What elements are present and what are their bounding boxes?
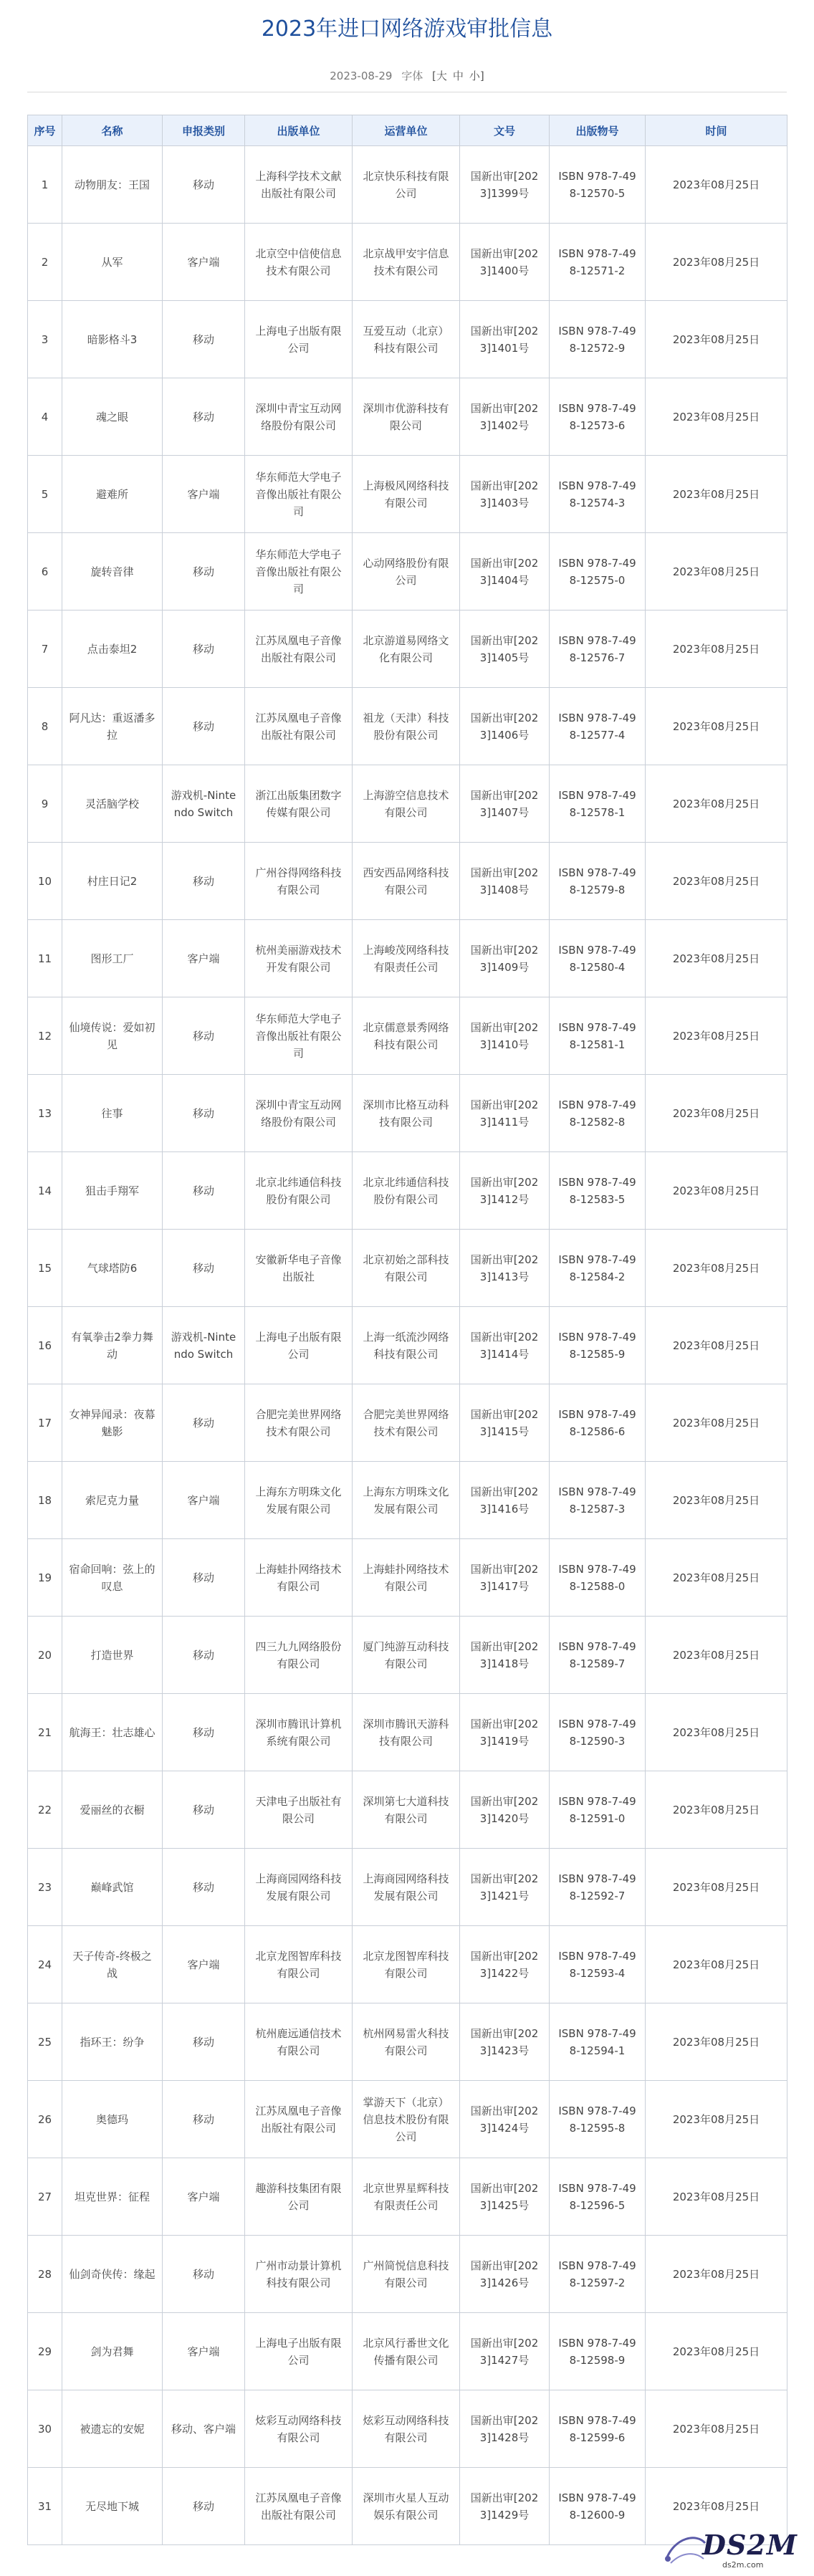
table-row [28, 2390, 787, 2468]
cell-category: 移动 [163, 146, 245, 224]
cell-name: 宿命回响：弦上的叹息 [62, 1539, 163, 1617]
cell-isbn: ISBN 978-7-498-12580-4 [550, 920, 646, 997]
table-header-row [28, 115, 787, 146]
cell-isbn: ISBN 978-7-498-12589-7 [550, 1617, 646, 1694]
cell-isbn: ISBN 978-7-498-12598-9 [550, 2313, 646, 2390]
cell-category: 移动、客户端 [163, 2390, 245, 2468]
cell-name: 女神异闻录：夜幕魅影 [62, 1384, 163, 1462]
cell-date: 2023年08月25日 [646, 456, 787, 533]
cell-operator: 深圳市优游科技有限公司 [353, 378, 460, 456]
cell-publisher: 上海蛙扑网络技术有限公司 [245, 1539, 353, 1617]
cell-isbn: ISBN 978-7-498-12581-1 [550, 997, 646, 1075]
cell-category: 移动 [163, 1384, 245, 1462]
cell-seq: 30 [28, 2390, 62, 2468]
cell-isbn: ISBN 978-7-498-12592-7 [550, 1849, 646, 1926]
cell-name: 仙境传说：爱如初见 [62, 997, 163, 1075]
table-row [28, 1926, 787, 2003]
cell-publisher: 安徽新华电子音像出版社 [245, 1230, 353, 1307]
cell-operator: 心动网络股份有限公司 [353, 533, 460, 611]
cell-date: 2023年08月25日 [646, 301, 787, 378]
cell-name: 旋转音律 [62, 533, 163, 611]
cell-name: 爱丽丝的衣橱 [62, 1771, 163, 1849]
cell-isbn: ISBN 978-7-498-12578-1 [550, 765, 646, 843]
cell-name: 剑为君舞 [62, 2313, 163, 2390]
table-row [28, 1849, 787, 1926]
cell-date: 2023年08月25日 [646, 1152, 787, 1230]
table-row [28, 1307, 787, 1384]
column-header-approval-no: 文号 [460, 115, 550, 146]
cell-date: 2023年08月25日 [646, 533, 787, 611]
cell-category: 客户端 [163, 1926, 245, 2003]
cell-category: 移动 [163, 378, 245, 456]
cell-date: 2023年08月25日 [646, 1230, 787, 1307]
cell-isbn: ISBN 978-7-498-12576-7 [550, 611, 646, 688]
cell-date: 2023年08月25日 [646, 997, 787, 1075]
cell-isbn: ISBN 978-7-498-12591-0 [550, 1771, 646, 1849]
cell-operator: 西安西品网络科技有限公司 [353, 843, 460, 920]
cell-seq: 11 [28, 920, 62, 997]
cell-publisher: 浙江出版集团数字传媒有限公司 [245, 765, 353, 843]
column-header-date: 时间 [646, 115, 787, 146]
cell-operator: 深圳市腾讯天游科技有限公司 [353, 1694, 460, 1771]
cell-operator: 互爱互动（北京）科技有限公司 [353, 301, 460, 378]
cell-publisher: 北京龙图智库科技有限公司 [245, 1926, 353, 2003]
cell-operator: 祖龙（天津）科技股份有限公司 [353, 688, 460, 765]
cell-name: 灵活脑学校 [62, 765, 163, 843]
cell-date: 2023年08月25日 [646, 1849, 787, 1926]
cell-name: 坦克世界：征程 [62, 2158, 163, 2236]
cell-date: 2023年08月25日 [646, 1617, 787, 1694]
cell-date: 2023年08月25日 [646, 1075, 787, 1152]
cell-name: 从军 [62, 224, 163, 301]
cell-operator: 北京北纬通信科技股份有限公司 [353, 1152, 460, 1230]
font-size-medium[interactable]: 中 [452, 70, 464, 82]
cell-approval-no: 国新出审[2023]1407号 [460, 765, 550, 843]
cell-operator: 北京初始之部科技有限公司 [353, 1230, 460, 1307]
cell-name: 无尽地下城 [62, 2468, 163, 2545]
cell-seq: 27 [28, 2158, 62, 2236]
cell-date: 2023年08月25日 [646, 378, 787, 456]
cell-isbn: ISBN 978-7-498-12584-2 [550, 1230, 646, 1307]
cell-date: 2023年08月25日 [646, 843, 787, 920]
cell-approval-no: 国新出审[2023]1405号 [460, 611, 550, 688]
font-size-small[interactable]: 小] [469, 70, 484, 82]
cell-seq: 26 [28, 2081, 62, 2158]
column-header-seq: 序号 [28, 115, 62, 146]
cell-operator: 北京世界星辉科技有限责任公司 [353, 2158, 460, 2236]
cell-approval-no: 国新出审[2023]1416号 [460, 1462, 550, 1539]
cell-seq: 19 [28, 1539, 62, 1617]
cell-approval-no: 国新出审[2023]1409号 [460, 920, 550, 997]
table-row [28, 1617, 787, 1694]
table-row [28, 2313, 787, 2390]
cell-approval-no: 国新出审[2023]1424号 [460, 2081, 550, 2158]
cell-name: 打造世界 [62, 1617, 163, 1694]
table-row [28, 1384, 787, 1462]
cell-seq: 14 [28, 1152, 62, 1230]
cell-publisher: 广州市动景计算机科技有限公司 [245, 2236, 353, 2313]
cell-name: 被遗忘的安妮 [62, 2390, 163, 2468]
cell-isbn: ISBN 978-7-498-12572-9 [550, 301, 646, 378]
cell-approval-no: 国新出审[2023]1423号 [460, 2003, 550, 2081]
cell-approval-no: 国新出审[2023]1422号 [460, 1926, 550, 2003]
cell-date: 2023年08月25日 [646, 611, 787, 688]
cell-category: 客户端 [163, 2313, 245, 2390]
cell-seq: 4 [28, 378, 62, 456]
cell-approval-no: 国新出审[2023]1418号 [460, 1617, 550, 1694]
column-header-operator: 运营单位 [353, 115, 460, 146]
cell-name: 村庄日记2 [62, 843, 163, 920]
cell-operator: 深圳市比格互动科技有限公司 [353, 1075, 460, 1152]
cell-seq: 24 [28, 1926, 62, 2003]
page-title: 2023年进口网络游戏审批信息 [261, 16, 553, 42]
cell-approval-no: 国新出审[2023]1426号 [460, 2236, 550, 2313]
cell-seq: 25 [28, 2003, 62, 2081]
font-size-label: 字体 [401, 70, 423, 82]
cell-date: 2023年08月25日 [646, 688, 787, 765]
cell-approval-no: 国新出审[2023]1428号 [460, 2390, 550, 2468]
table-row [28, 378, 787, 456]
cell-isbn: ISBN 978-7-498-12571-2 [550, 224, 646, 301]
cell-category: 移动 [163, 843, 245, 920]
cell-name: 魂之眼 [62, 378, 163, 456]
cell-publisher: 四三九九网络股份有限公司 [245, 1617, 353, 1694]
cell-seq: 17 [28, 1384, 62, 1462]
cell-category: 移动 [163, 2003, 245, 2081]
cell-operator: 上海极风网络科技有限公司 [353, 456, 460, 533]
font-size-large[interactable]: [大 [432, 70, 447, 82]
table-row [28, 688, 787, 765]
cell-seq: 21 [28, 1694, 62, 1771]
table-row [28, 1771, 787, 1849]
cell-approval-no: 国新出审[2023]1412号 [460, 1152, 550, 1230]
cell-category: 移动 [163, 1230, 245, 1307]
cell-publisher: 江苏凤凰电子音像出版社有限公司 [245, 2081, 353, 2158]
cell-date: 2023年08月25日 [646, 2081, 787, 2158]
cell-date: 2023年08月25日 [646, 2158, 787, 2236]
cell-category: 移动 [163, 301, 245, 378]
cell-category: 移动 [163, 1152, 245, 1230]
column-header-publisher: 出版单位 [245, 115, 353, 146]
cell-approval-no: 国新出审[2023]1403号 [460, 456, 550, 533]
cell-date: 2023年08月25日 [646, 2313, 787, 2390]
cell-approval-no: 国新出审[2023]1399号 [460, 146, 550, 224]
cell-publisher: 深圳中青宝互动网络股份有限公司 [245, 1075, 353, 1152]
cell-approval-no: 国新出审[2023]1425号 [460, 2158, 550, 2236]
cell-isbn: ISBN 978-7-498-12573-6 [550, 378, 646, 456]
cell-approval-no: 国新出审[2023]1401号 [460, 301, 550, 378]
table-row [28, 1152, 787, 1230]
cell-isbn: ISBN 978-7-498-12590-3 [550, 1694, 646, 1771]
cell-publisher: 北京空中信使信息技术有限公司 [245, 224, 353, 301]
cell-approval-no: 国新出审[2023]1411号 [460, 1075, 550, 1152]
cell-approval-no: 国新出审[2023]1404号 [460, 533, 550, 611]
cell-seq: 5 [28, 456, 62, 533]
table-row [28, 456, 787, 533]
cell-name: 气球塔防6 [62, 1230, 163, 1307]
cell-publisher: 华东师范大学电子音像出版社有限公司 [245, 533, 353, 611]
cell-category: 客户端 [163, 2158, 245, 2236]
cell-seq: 9 [28, 765, 62, 843]
cell-publisher: 华东师范大学电子音像出版社有限公司 [245, 997, 353, 1075]
cell-seq: 2 [28, 224, 62, 301]
cell-name: 有氧拳击2拳力舞动 [62, 1307, 163, 1384]
cell-approval-no: 国新出审[2023]1417号 [460, 1539, 550, 1617]
cell-name: 巅峰武馆 [62, 1849, 163, 1926]
cell-approval-no: 国新出审[2023]1402号 [460, 378, 550, 456]
column-header-isbn: 出版物号 [550, 115, 646, 146]
table-row [28, 920, 787, 997]
cell-publisher: 上海科学技术文献出版社有限公司 [245, 146, 353, 224]
cell-name: 指环王：纷争 [62, 2003, 163, 2081]
cell-date: 2023年08月25日 [646, 1307, 787, 1384]
cell-date: 2023年08月25日 [646, 146, 787, 224]
column-header-category: 申报类别 [163, 115, 245, 146]
cell-isbn: ISBN 978-7-498-12600-9 [550, 2468, 646, 2545]
cell-category: 移动 [163, 1694, 245, 1771]
table-row [28, 1230, 787, 1307]
cell-isbn: ISBN 978-7-498-12585-9 [550, 1307, 646, 1384]
cell-publisher: 上海电子出版有限公司 [245, 1307, 353, 1384]
cell-operator: 厦门纯游互动科技有限公司 [353, 1617, 460, 1694]
cell-publisher: 炫彩互动网络科技有限公司 [245, 2390, 353, 2468]
cell-date: 2023年08月25日 [646, 224, 787, 301]
cell-approval-no: 国新出审[2023]1414号 [460, 1307, 550, 1384]
cell-category: 移动 [163, 2081, 245, 2158]
cell-publisher: 深圳中青宝互动网络股份有限公司 [245, 378, 353, 456]
table-row [28, 533, 787, 611]
cell-publisher: 华东师范大学电子音像出版社有限公司 [245, 456, 353, 533]
cell-name: 暗影格斗3 [62, 301, 163, 378]
cell-seq: 12 [28, 997, 62, 1075]
cell-publisher: 上海电子出版有限公司 [245, 2313, 353, 2390]
cell-publisher: 北京北纬通信科技股份有限公司 [245, 1152, 353, 1230]
cell-category: 移动 [163, 2236, 245, 2313]
cell-category: 客户端 [163, 920, 245, 997]
cell-isbn: ISBN 978-7-498-12599-6 [550, 2390, 646, 2468]
cell-date: 2023年08月25日 [646, 2390, 787, 2468]
cell-operator: 上海游空信息技术有限公司 [353, 765, 460, 843]
cell-seq: 22 [28, 1771, 62, 1849]
cell-operator: 深圳第七大道科技有限公司 [353, 1771, 460, 1849]
cell-isbn: ISBN 978-7-498-12575-0 [550, 533, 646, 611]
cell-operator: 广州简悦信息科技有限公司 [353, 2236, 460, 2313]
cell-category: 移动 [163, 1617, 245, 1694]
cell-seq: 8 [28, 688, 62, 765]
cell-name: 索尼克力量 [62, 1462, 163, 1539]
cell-date: 2023年08月25日 [646, 1926, 787, 2003]
cell-date: 2023年08月25日 [646, 2236, 787, 2313]
cell-seq: 28 [28, 2236, 62, 2313]
cell-publisher: 江苏凤凰电子音像出版社有限公司 [245, 611, 353, 688]
cell-isbn: ISBN 978-7-498-12596-5 [550, 2158, 646, 2236]
cell-operator: 北京风行番世文化传播有限公司 [353, 2313, 460, 2390]
cell-name: 避难所 [62, 456, 163, 533]
cell-name: 动物朋友：王国 [62, 146, 163, 224]
cell-publisher: 上海商园网络科技发展有限公司 [245, 1849, 353, 1926]
cell-name: 往事 [62, 1075, 163, 1152]
table-row [28, 224, 787, 301]
cell-category: 移动 [163, 688, 245, 765]
article-meta [0, 67, 814, 85]
cell-publisher: 天津电子出版社有限公司 [245, 1771, 353, 1849]
cell-publisher: 江苏凤凰电子音像出版社有限公司 [245, 688, 353, 765]
cell-date: 2023年08月25日 [646, 1771, 787, 1849]
column-header-name: 名称 [62, 115, 163, 146]
cell-date: 2023年08月25日 [646, 765, 787, 843]
cell-name: 图形工厂 [62, 920, 163, 997]
cell-date: 2023年08月25日 [646, 1462, 787, 1539]
cell-category: 游戏机-Nintendo Switch [163, 765, 245, 843]
cell-seq: 16 [28, 1307, 62, 1384]
cell-publisher: 上海电子出版有限公司 [245, 301, 353, 378]
cell-seq: 23 [28, 1849, 62, 1926]
cell-seq: 6 [28, 533, 62, 611]
publish-date: 2023-08-29 [330, 70, 393, 82]
cell-seq: 3 [28, 301, 62, 378]
table-row [28, 611, 787, 688]
table-row [28, 1462, 787, 1539]
cell-publisher: 广州谷得网络科技有限公司 [245, 843, 353, 920]
cell-operator: 上海一纸流沙网络科技有限公司 [353, 1307, 460, 1384]
cell-approval-no: 国新出审[2023]1415号 [460, 1384, 550, 1462]
cell-isbn: ISBN 978-7-498-12583-5 [550, 1152, 646, 1230]
cell-category: 移动 [163, 1771, 245, 1849]
cell-category: 移动 [163, 1849, 245, 1926]
approval-table [27, 115, 787, 2545]
table-row [28, 2158, 787, 2236]
cell-publisher: 上海东方明珠文化发展有限公司 [245, 1462, 353, 1539]
cell-isbn: ISBN 978-7-498-12593-4 [550, 1926, 646, 2003]
cell-seq: 15 [28, 1230, 62, 1307]
cell-isbn: ISBN 978-7-498-12577-4 [550, 688, 646, 765]
table-row [28, 997, 787, 1075]
cell-name: 阿凡达：重返潘多拉 [62, 688, 163, 765]
cell-approval-no: 国新出审[2023]1406号 [460, 688, 550, 765]
cell-category: 移动 [163, 997, 245, 1075]
table-row [28, 146, 787, 224]
cell-operator: 上海商园网络科技发展有限公司 [353, 1849, 460, 1926]
cell-approval-no: 国新出审[2023]1427号 [460, 2313, 550, 2390]
cell-approval-no: 国新出审[2023]1421号 [460, 1849, 550, 1926]
cell-date: 2023年08月25日 [646, 1539, 787, 1617]
cell-isbn: ISBN 978-7-498-12570-5 [550, 146, 646, 224]
cell-operator: 上海东方明珠文化发展有限公司 [353, 1462, 460, 1539]
table-row [28, 1075, 787, 1152]
cell-category: 移动 [163, 2468, 245, 2545]
cell-publisher: 深圳市腾讯计算机系统有限公司 [245, 1694, 353, 1771]
cell-seq: 31 [28, 2468, 62, 2545]
cell-operator: 炫彩互动网络科技有限公司 [353, 2390, 460, 2468]
cell-approval-no: 国新出审[2023]1410号 [460, 997, 550, 1075]
cell-seq: 20 [28, 1617, 62, 1694]
cell-category: 移动 [163, 1075, 245, 1152]
cell-publisher: 江苏凤凰电子音像出版社有限公司 [245, 2468, 353, 2545]
cell-approval-no: 国新出审[2023]1400号 [460, 224, 550, 301]
cell-operator: 北京龙图智库科技有限公司 [353, 1926, 460, 2003]
cell-seq: 18 [28, 1462, 62, 1539]
cell-operator: 上海峻茂网络科技有限责任公司 [353, 920, 460, 997]
watermark-logo-text: DS2M [702, 2529, 798, 2561]
cell-isbn: ISBN 978-7-498-12579-8 [550, 843, 646, 920]
cell-publisher: 杭州美丽游戏技术开发有限公司 [245, 920, 353, 997]
cell-seq: 1 [28, 146, 62, 224]
cell-approval-no: 国新出审[2023]1408号 [460, 843, 550, 920]
cell-seq: 10 [28, 843, 62, 920]
cell-isbn: ISBN 978-7-498-12582-8 [550, 1075, 646, 1152]
cell-date: 2023年08月25日 [646, 2003, 787, 2081]
cell-category: 移动 [163, 1539, 245, 1617]
table-row [28, 843, 787, 920]
table-row [28, 765, 787, 843]
cell-operator: 杭州网易雷火科技有限公司 [353, 2003, 460, 2081]
table-row [28, 1694, 787, 1771]
cell-operator: 北京游道易网络文化有限公司 [353, 611, 460, 688]
cell-category: 客户端 [163, 456, 245, 533]
cell-operator: 掌游天下（北京）信息技术股份有限公司 [353, 2081, 460, 2158]
cell-category: 客户端 [163, 1462, 245, 1539]
cell-operator: 北京儒意景秀网络科技有限公司 [353, 997, 460, 1075]
table-row [28, 2081, 787, 2158]
cell-operator: 上海蛙扑网络技术有限公司 [353, 1539, 460, 1617]
cell-date: 2023年08月25日 [646, 1384, 787, 1462]
table-row [28, 2236, 787, 2313]
table-row [28, 1539, 787, 1617]
cell-publisher: 杭州鹿远通信技术有限公司 [245, 2003, 353, 2081]
cell-seq: 29 [28, 2313, 62, 2390]
cell-category: 移动 [163, 533, 245, 611]
site-watermark [661, 2526, 804, 2572]
cell-seq: 13 [28, 1075, 62, 1152]
cell-isbn: ISBN 978-7-498-12597-2 [550, 2236, 646, 2313]
cell-publisher: 合肥完美世界网络技术有限公司 [245, 1384, 353, 1462]
cell-publisher: 趣游科技集团有限公司 [245, 2158, 353, 2236]
cell-operator: 北京战甲安宇信息技术有限公司 [353, 224, 460, 301]
cell-isbn: ISBN 978-7-498-12586-6 [550, 1384, 646, 1462]
cell-name: 点击泰坦2 [62, 611, 163, 688]
cell-name: 狙击手翔军 [62, 1152, 163, 1230]
cell-category: 客户端 [163, 224, 245, 301]
cell-operator: 深圳市火星人互动娱乐有限公司 [353, 2468, 460, 2545]
cell-operator: 合肥完美世界网络技术有限公司 [353, 1384, 460, 1462]
cell-category: 移动 [163, 611, 245, 688]
watermark-url: ds2m.com [722, 2560, 764, 2570]
cell-approval-no: 国新出审[2023]1429号 [460, 2468, 550, 2545]
cell-category: 游戏机-Nintendo Switch [163, 1307, 245, 1384]
cell-date: 2023年08月25日 [646, 920, 787, 997]
cell-name: 天子传奇-终极之战 [62, 1926, 163, 2003]
cell-isbn: ISBN 978-7-498-12594-1 [550, 2003, 646, 2081]
cell-approval-no: 国新出审[2023]1419号 [460, 1694, 550, 1771]
table-row [28, 301, 787, 378]
cell-date: 2023年08月25日 [646, 1694, 787, 1771]
cell-approval-no: 国新出审[2023]1413号 [460, 1230, 550, 1307]
table-row [28, 2003, 787, 2081]
cell-isbn: ISBN 978-7-498-12587-3 [550, 1462, 646, 1539]
table-body [28, 146, 787, 2545]
cell-approval-no: 国新出审[2023]1420号 [460, 1771, 550, 1849]
cell-isbn: ISBN 978-7-498-12595-8 [550, 2081, 646, 2158]
cell-isbn: ISBN 978-7-498-12574-3 [550, 456, 646, 533]
cell-name: 奥德玛 [62, 2081, 163, 2158]
cell-operator: 北京快乐科技有限公司 [353, 146, 460, 224]
cell-name: 仙剑奇侠传：缘起 [62, 2236, 163, 2313]
cell-name: 航海王：壮志雄心 [62, 1694, 163, 1771]
cell-date: 2023年08月25日 [646, 2468, 787, 2545]
cell-seq: 7 [28, 611, 62, 688]
cell-isbn: ISBN 978-7-498-12588-0 [550, 1539, 646, 1617]
